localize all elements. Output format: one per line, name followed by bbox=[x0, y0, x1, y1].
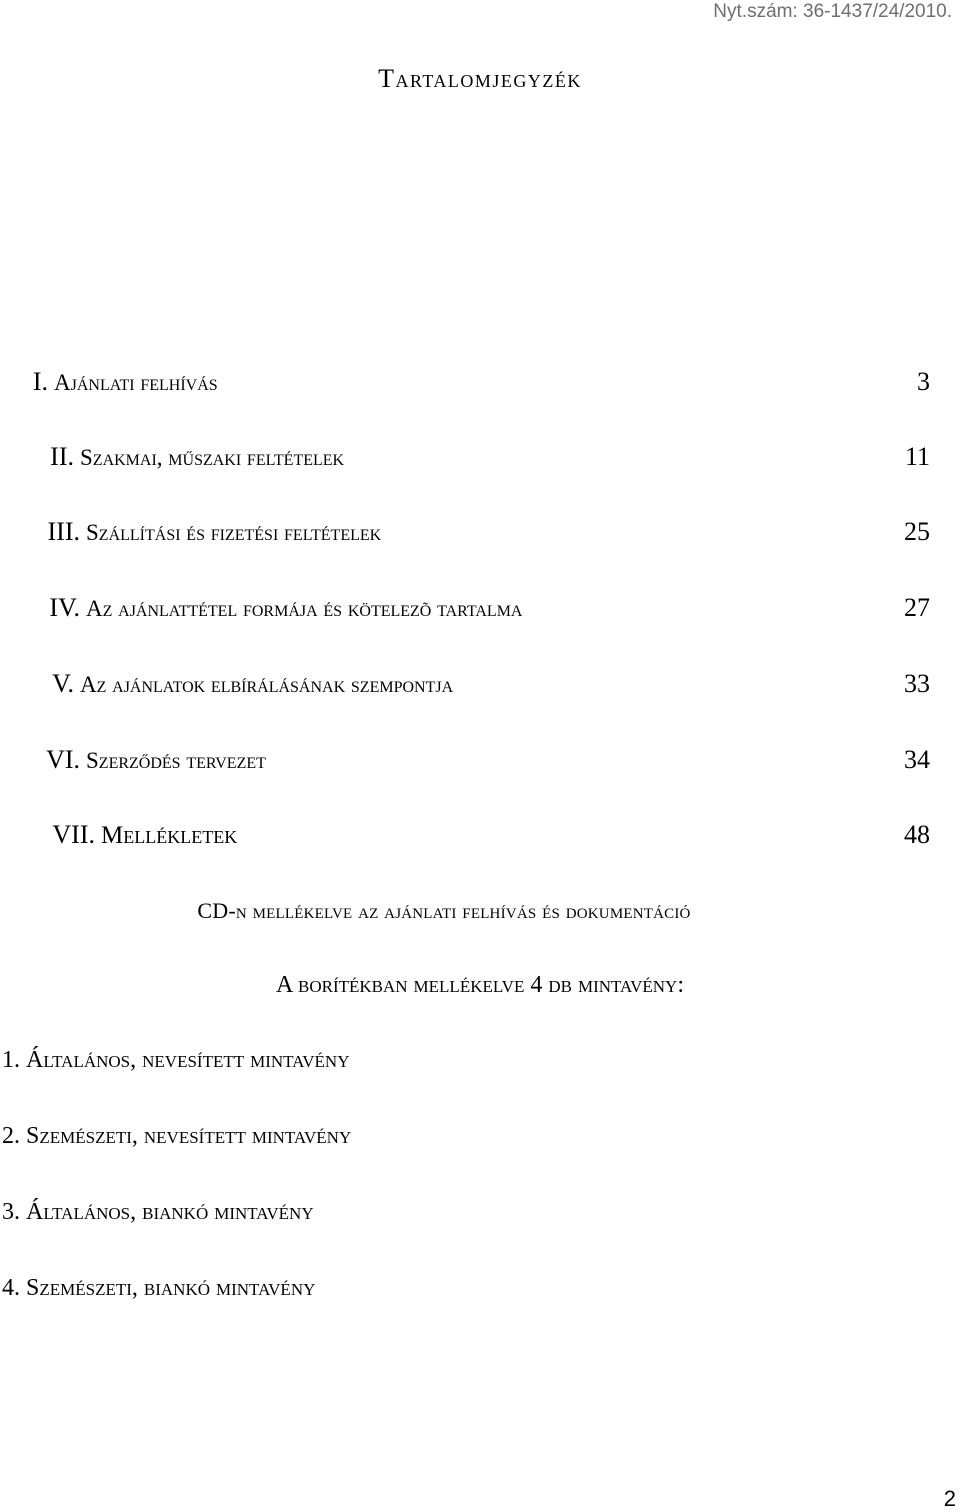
toc-entry-1[interactable] bbox=[0, 362, 930, 402]
document-reference-number: Nyt.szám: 36-1437/24/2010. bbox=[713, 1, 952, 22]
toc-entry-3[interactable] bbox=[0, 512, 930, 552]
sample-item-number: 4. bbox=[2, 1275, 20, 1301]
toc-entry-page: 3 bbox=[917, 367, 930, 396]
sample-item-number: 1. bbox=[2, 1047, 20, 1073]
toc-entry-number: III. bbox=[47, 517, 80, 546]
toc-entry-title: Szállítási és fizetési feltételek bbox=[86, 520, 382, 545]
toc-entry-page: 34 bbox=[904, 745, 930, 774]
toc-entry-7[interactable] bbox=[0, 815, 930, 855]
toc-entry-number: IV. bbox=[49, 593, 80, 622]
toc-entry-title: Az ajánlatok elbírálásának szempontja bbox=[80, 672, 454, 697]
sample-item-number: 3. bbox=[2, 1199, 20, 1225]
sample-item-text: Szemészeti, nevesített mintavény bbox=[26, 1123, 352, 1149]
sample-item-2 bbox=[2, 1124, 351, 1148]
sample-item-4 bbox=[2, 1276, 315, 1300]
page-title: Tartalomjegyzék bbox=[378, 64, 582, 93]
toc-entry-title: Mellékletek bbox=[101, 822, 238, 849]
toc-entry-page: 27 bbox=[904, 593, 930, 622]
sample-item-1 bbox=[2, 1048, 349, 1072]
toc-entry-2[interactable] bbox=[0, 437, 930, 477]
toc-entry-number: VI. bbox=[46, 745, 80, 774]
toc-entry-title: Ajánlati felhívás bbox=[54, 370, 218, 395]
toc-entry-number: VII. bbox=[52, 820, 95, 849]
sample-item-number: 2. bbox=[2, 1123, 20, 1149]
cd-attachment-note: CD-n mellékelve az ajánlati felhívás és dokumentáció bbox=[197, 898, 691, 923]
toc-entry-number: I. bbox=[32, 367, 48, 396]
toc-entry-page: 48 bbox=[904, 820, 930, 849]
sample-item-text: Általános, nevesített mintavény bbox=[26, 1047, 350, 1073]
toc-entry-title: Az ajánlattétel formája és kötelezõ tartalma bbox=[86, 596, 523, 621]
toc-entry-page: 25 bbox=[904, 517, 930, 546]
sample-item-3 bbox=[2, 1200, 314, 1224]
toc-entry-title: Szakmai, műszaki feltételek bbox=[80, 445, 345, 470]
sample-item-text: Szemészeti, biankó mintavény bbox=[26, 1275, 316, 1301]
toc-entry-page: 11 bbox=[904, 442, 930, 471]
toc-entry-number: II. bbox=[50, 442, 74, 471]
toc-entry-page: 33 bbox=[904, 669, 930, 698]
toc-entry-6[interactable] bbox=[0, 740, 930, 780]
toc-entry-number: V. bbox=[52, 669, 74, 698]
envelope-attachment-note: A borítékban mellékelve 4 db mintavény: bbox=[275, 972, 685, 998]
toc-entry-5[interactable] bbox=[0, 664, 930, 704]
toc-entry-title: Szerződés tervezet bbox=[86, 748, 266, 773]
toc-entry-4[interactable] bbox=[0, 588, 930, 628]
page-number: 2 bbox=[943, 1486, 956, 1511]
sample-item-text: Általános, biankó mintavény bbox=[26, 1199, 314, 1225]
